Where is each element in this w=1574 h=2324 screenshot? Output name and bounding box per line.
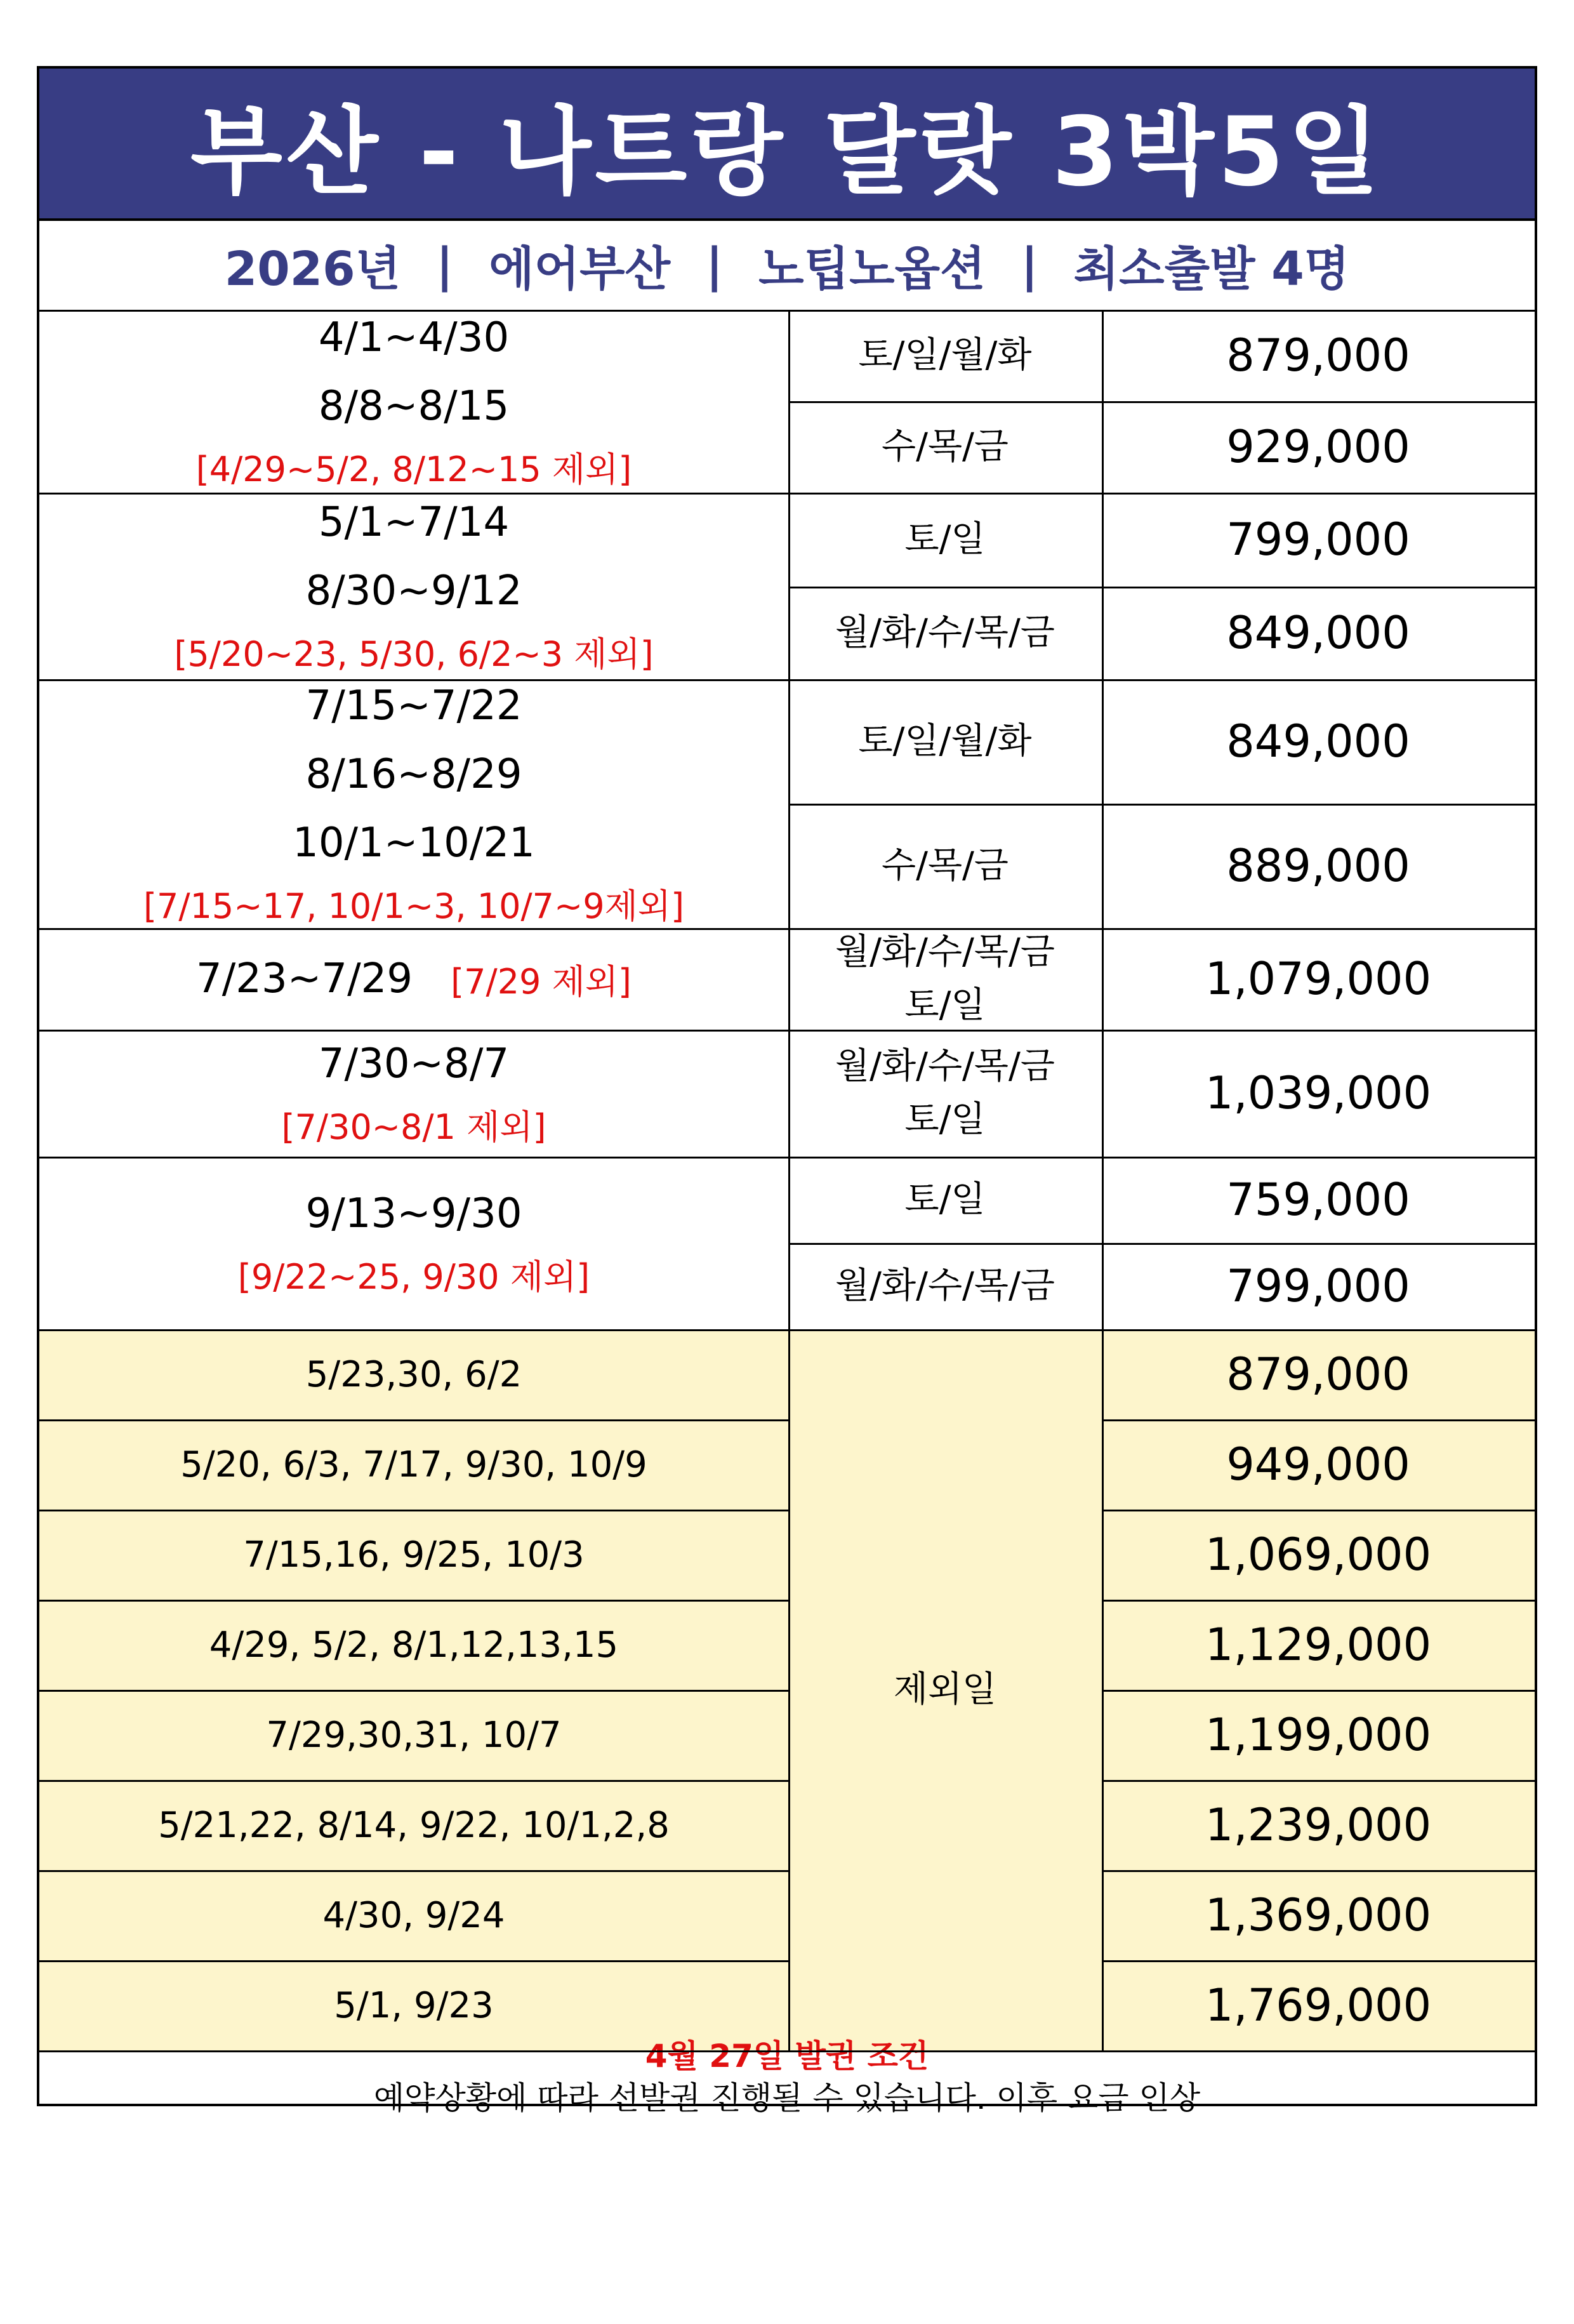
excluded-label-cell: 제외일: [893, 1669, 997, 1710]
price-cell: 849,000: [1226, 607, 1410, 659]
price-cell: 849,000: [1226, 715, 1410, 767]
excluded-dates-cell: 7/15,16, 9/25, 10/3: [243, 1534, 585, 1576]
price-table: [37, 66, 1537, 2116]
airline-label: 에어부산: [489, 242, 671, 296]
excluded-price-cell: 949,000: [1226, 1438, 1410, 1491]
weekday-cell: 월/화/수/목/금: [835, 1265, 1055, 1306]
table-rule: [788, 401, 1535, 403]
period-dates-cell: [39, 928, 788, 1030]
table-rule: [1102, 1780, 1535, 1782]
table-rule: [39, 1960, 788, 1962]
table-rule: [39, 493, 1535, 495]
ticketing-condition: 4월 27일 발권 조건: [645, 2038, 929, 2075]
min-departure-label: 최소출발 4명: [1073, 242, 1350, 296]
excluded-dates-cell: 5/20, 6/3, 7/17, 9/30, 10/9: [180, 1444, 647, 1485]
excluded-dates-cell: 7/29,30,31, 10/7: [266, 1714, 562, 1756]
period-date: 9/13~9/30: [305, 1190, 522, 1237]
period-date: 8/8~8/15: [318, 383, 510, 430]
period-date: 8/30~9/12: [305, 568, 522, 614]
weekday-line: 월/화/수/목/금: [835, 1046, 1055, 1087]
period-dates-cell: [39, 1157, 788, 1329]
separator: |: [1021, 238, 1038, 293]
table-rule: [39, 2050, 1535, 2052]
price-cell: 889,000: [1226, 840, 1410, 892]
table-rule: [788, 804, 1535, 806]
column-rule: [788, 310, 790, 2050]
excluded-dates-cell: 4/29, 5/2, 8/1,12,13,15: [209, 1624, 619, 1666]
excluded-price-cell: 879,000: [1226, 1348, 1410, 1400]
table-rule: [788, 1243, 1535, 1245]
table-rule: [39, 1157, 1535, 1159]
table-rule: [39, 1600, 788, 1602]
weekday-cell: 토/일: [904, 1179, 986, 1220]
excluded-price-cell: 1,129,000: [1205, 1619, 1432, 1671]
excluded-price-cell: 1,239,000: [1205, 1799, 1432, 1851]
excluded-price-cell: 1,769,000: [1205, 1979, 1432, 2031]
table-rule: [1102, 1510, 1535, 1511]
weekday-line: 월/화/수/목/금: [835, 931, 1055, 973]
table-rule: [1102, 1690, 1535, 1692]
period-dates-cell: [39, 493, 788, 679]
excluded-dates-cell: 5/1, 9/23: [334, 1984, 494, 2026]
footer-note: 예약상황에 따라 선발권 진행될 수 있습니다. 이후 요금 인상: [373, 2080, 1201, 2116]
column-rule: [1102, 310, 1104, 2050]
table-rule: [39, 928, 1535, 930]
excluded-price-cell: 1,199,000: [1205, 1709, 1432, 1761]
table-rule: [39, 679, 1535, 681]
table-rule: [1102, 1960, 1535, 1962]
excluded-dates-cell: 5/23,30, 6/2: [305, 1353, 522, 1395]
separator: |: [436, 238, 454, 293]
price-cell: 759,000: [1226, 1174, 1410, 1226]
separator: |: [706, 238, 724, 293]
excluded-price-cell: 1,369,000: [1205, 1889, 1432, 1941]
table-rule: [39, 1030, 1535, 1032]
weekday-cell: [788, 928, 1102, 1030]
excluded-price-cell: 1,069,000: [1205, 1529, 1432, 1581]
price-cell: 1,079,000: [1205, 953, 1432, 1005]
period-exclude-note: [5/20~23, 5/30, 6/2~3 제외]: [174, 634, 654, 674]
table-rule: [39, 1510, 788, 1511]
year-label: 2026년: [224, 242, 401, 296]
table-rule: [39, 1870, 788, 1872]
weekday-cell: [788, 1030, 1102, 1157]
subtitle-bar: [39, 218, 1535, 310]
period-exclude-note: [7/30~8/1 제외]: [281, 1107, 546, 1147]
table-rule: [39, 1419, 788, 1421]
table-rule: [1102, 1600, 1535, 1602]
table-rule: [39, 1780, 788, 1782]
weekday-cell: 토/일/월/화: [858, 720, 1032, 762]
excluded-dates-cell: 5/21,22, 8/14, 9/22, 10/1,2,8: [158, 1804, 670, 1846]
excluded-dates-cell: 4/30, 9/24: [322, 1894, 505, 1936]
period-date: 7/30~8/7: [318, 1040, 510, 1087]
table-rule: [39, 1690, 788, 1692]
period-exclude-note: [7/15~17, 10/1~3, 10/7~9제외]: [143, 886, 685, 926]
page-title: 부산 - 나트랑 달랏 3박5일: [39, 69, 1535, 218]
period-date: 8/16~8/29: [305, 751, 522, 798]
period-date: 7/15~7/22: [305, 682, 522, 729]
weekday-cell: 수/목/금: [881, 426, 1009, 467]
weekday-cell: 월/화/수/목/금: [835, 612, 1055, 653]
option-label: 노팁노옵션: [758, 242, 986, 296]
price-cell: 929,000: [1226, 421, 1410, 473]
weekday-line: 토/일: [904, 985, 986, 1026]
period-exclude-note: [4/29~5/2, 8/12~15 제외]: [195, 449, 632, 489]
period-dates-cell: [39, 679, 788, 928]
price-cell: 879,000: [1226, 329, 1410, 382]
weekday-line: 토/일: [904, 1099, 986, 1140]
price-cell: 799,000: [1226, 1260, 1410, 1312]
period-dates-cell: [39, 310, 788, 493]
period-exclude-note: [9/22~25, 9/30 제외]: [237, 1257, 590, 1297]
price-cell: 799,000: [1226, 514, 1410, 566]
footer: [39, 2038, 1535, 2116]
period-exclude-note: [7/29 제외]: [451, 961, 632, 1002]
table-rule: [788, 587, 1535, 588]
period-date: 5/1~7/14: [318, 499, 510, 546]
weekday-cell: 수/목/금: [881, 845, 1009, 886]
table-rule: [1102, 1419, 1535, 1421]
period-date: 4/1~4/30: [318, 314, 510, 361]
period-date: 7/23~7/29: [196, 955, 413, 1002]
period-date: 10/1~10/21: [293, 820, 535, 867]
table-rule: [39, 310, 1535, 312]
weekday-cell: 토/일/월/화: [858, 335, 1032, 376]
table-rule: [1102, 1870, 1535, 1872]
table-rule: [39, 1329, 1535, 1331]
period-dates-cell: [39, 1030, 788, 1157]
price-cell: 1,039,000: [1205, 1067, 1432, 1119]
weekday-cell: 토/일: [904, 519, 986, 560]
